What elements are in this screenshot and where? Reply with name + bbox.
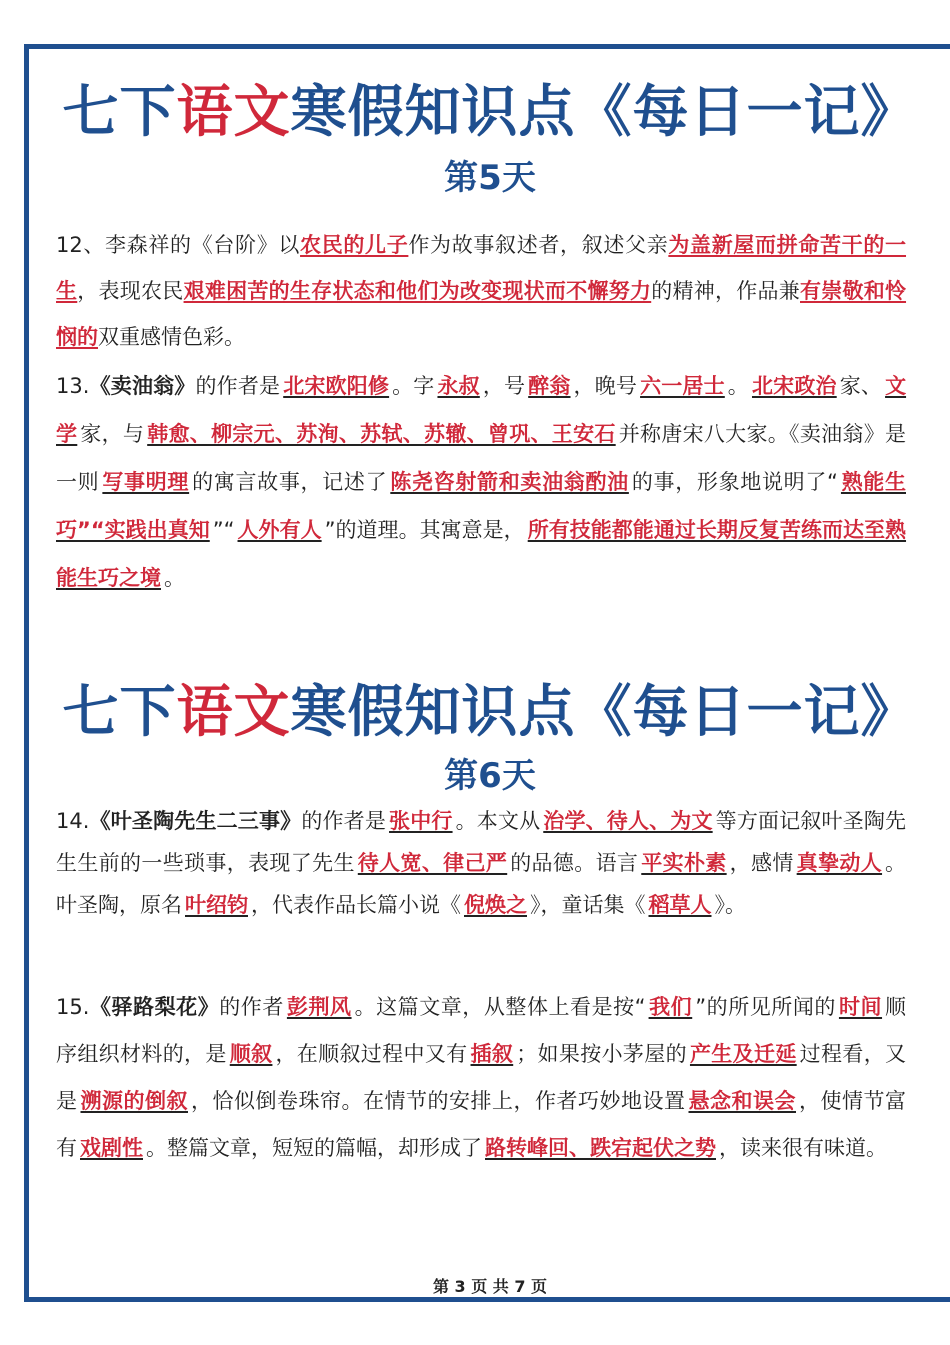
q14-answer-7: 倪焕之	[464, 893, 527, 917]
q13-answer-10: 熟能生巧”“实践出真知	[56, 470, 906, 542]
q14-answer-6: 叶绍钧	[185, 893, 248, 917]
q15-answer-6: 产生及迁延	[689, 1042, 797, 1066]
day-6-heading: 第6天	[444, 756, 536, 796]
title-text: 七下	[62, 80, 177, 145]
q12-answer-1: 农民的儿子	[300, 233, 409, 257]
q15-answer-7: 溯源的倒叙	[80, 1089, 188, 1113]
q15-text: 顺序组织材料的，是	[56, 995, 907, 1066]
q15-text: 。整篇文章，短短的篇幅，却形成了	[146, 1136, 482, 1160]
q12-text: 的精神，作品兼	[651, 279, 800, 303]
q13-text: ”“	[212, 518, 235, 542]
page-title-1	[30, 68, 950, 148]
q13-text: 的事，形象地说明了“	[631, 470, 838, 494]
q15-answer-8: 悬念和误会	[688, 1089, 796, 1113]
q15-text: ，恰似倒卷珠帘。在情节的安排上，作者巧妙地设置	[191, 1089, 686, 1113]
q12-answer-2: 为盖新屋而拼命苦干的一生	[56, 233, 907, 303]
q13-answer-11: 人外有人	[237, 518, 322, 542]
q14-text: 的品德。语言	[510, 851, 639, 875]
q15-text: ，读来很有味道。	[719, 1136, 887, 1160]
q13-answer-5: 北宋政治	[751, 374, 837, 398]
q13-text: 的寓言故事，记述了	[192, 470, 388, 494]
q13-answer-8: 写事明理	[102, 470, 190, 494]
q13-answer-12: 所有技能都能通过长期反复苦练而达至熟能生巧之境	[56, 518, 907, 590]
q13-text: ”的道理。其寓意是，	[324, 518, 525, 542]
q13-answer-9: 陈尧咨射箭和卖油翁酌油	[390, 470, 629, 494]
q15-answer-1: 彭荆风	[286, 995, 352, 1019]
q14-text: 等方面记叙叶圣陶先生生前的一些琐事，表现了先生	[56, 809, 907, 875]
q12-answer-3: 艰难困苦的生存状态和他们为改变现状而不懈努力	[183, 279, 652, 303]
q13-text: 家，与	[80, 422, 145, 446]
q14-text: ，代表作品长篇小说《	[251, 893, 461, 917]
q14-answer-3: 待人宽、律己严	[357, 851, 508, 875]
q13-text: 。	[727, 374, 749, 398]
q12-text: 作为故事叙述者，叙述父亲	[408, 233, 669, 257]
day-5-heading: 第5天	[444, 158, 536, 198]
q14-text: 的作者是	[301, 809, 387, 833]
q14-answer-5: 真挚动人	[796, 851, 883, 875]
question-14	[56, 800, 906, 926]
question-12	[56, 222, 906, 360]
q12-answer-4: 有崇敬和怜悯的	[56, 279, 907, 349]
q15-answer-9: 戏剧性	[80, 1136, 143, 1160]
q15-text: ，在顺叙过程中又有	[275, 1042, 468, 1066]
q12-text: 双重感情色彩。	[98, 325, 245, 349]
q13-answer-1: 北宋欧阳修	[283, 374, 390, 398]
page-footer: 第 3 页 共 7 页	[432, 1277, 548, 1296]
title-subject: 语文	[176, 80, 291, 145]
q15-answer-4: 顺叙	[229, 1042, 273, 1066]
q15-number: 15.	[56, 995, 90, 1019]
title-subject: 语文	[176, 680, 291, 745]
q15-work-title: 《驿路梨花》	[89, 995, 220, 1019]
q14-answer-1: 张中行	[389, 809, 453, 833]
q13-text: 并称唐宋八大家。《卖油翁》是一则	[56, 422, 907, 494]
q15-text: ，使情节富有	[56, 1089, 906, 1160]
q13-answer-3: 醉翁	[528, 374, 571, 398]
q13-work-title: 《卖油翁》	[89, 374, 196, 398]
q15-text: 。这篇文章，从整体上看是按“	[354, 995, 646, 1019]
q14-text: 。本文从	[455, 809, 541, 833]
q15-text: 的作者	[219, 995, 284, 1019]
q13-answer-6: 文学	[56, 374, 907, 446]
title-text: 七下	[62, 680, 177, 745]
q14-answer-2: 治学、待人、为文	[543, 809, 713, 833]
q15-answer-10: 路转峰回、跌宕起伏之势	[485, 1136, 716, 1160]
q14-answer-4: 平实朴素	[641, 851, 727, 875]
q14-answer-8: 稻草人	[648, 893, 712, 917]
q14-work-title: 《叶圣陶先生二三事》	[89, 809, 302, 833]
title-text-rest: 寒假知识点《每日一记》	[290, 80, 918, 145]
q14-number: 14.	[56, 809, 90, 833]
q13-number: 13.	[56, 374, 90, 398]
q14-text: 。叶圣陶，原名	[56, 851, 907, 917]
q13-answer-7: 韩愈、柳宗元、苏洵、苏轼、苏辙、曾巩、王安石	[147, 422, 616, 446]
q13-text: ，晚号	[573, 374, 638, 398]
q14-text: 》。	[714, 893, 746, 917]
q12-text: ，表现农民	[77, 279, 184, 303]
q15-answer-5: 插叙	[470, 1042, 514, 1066]
q13-text: 的作者是	[195, 374, 281, 398]
q13-answer-2: 永叔	[437, 374, 480, 398]
q14-text: ，感情	[729, 851, 794, 875]
q13-text: 。	[164, 566, 185, 590]
question-13	[56, 362, 906, 602]
q15-answer-2: 我们	[648, 995, 693, 1019]
q13-text: ，号	[482, 374, 526, 398]
q13-text: 。字	[392, 374, 435, 398]
question-15	[56, 984, 906, 1172]
q13-answer-4: 六一居士	[640, 374, 725, 398]
page-title-2	[30, 668, 950, 748]
q15-text: ；如果按小茅屋的	[516, 1042, 687, 1066]
q15-answer-3: 时间	[838, 995, 883, 1019]
q14-text: 》，童话集《	[530, 893, 646, 917]
q15-text: ”的所见所闻的	[695, 995, 836, 1019]
q12-text: 12、李森祥的《台阶》以	[56, 233, 301, 257]
q13-text: 家、	[839, 374, 883, 398]
title-text-rest: 寒假知识点《每日一记》	[290, 680, 918, 745]
q15-text: 过程看，又是	[56, 1042, 907, 1113]
